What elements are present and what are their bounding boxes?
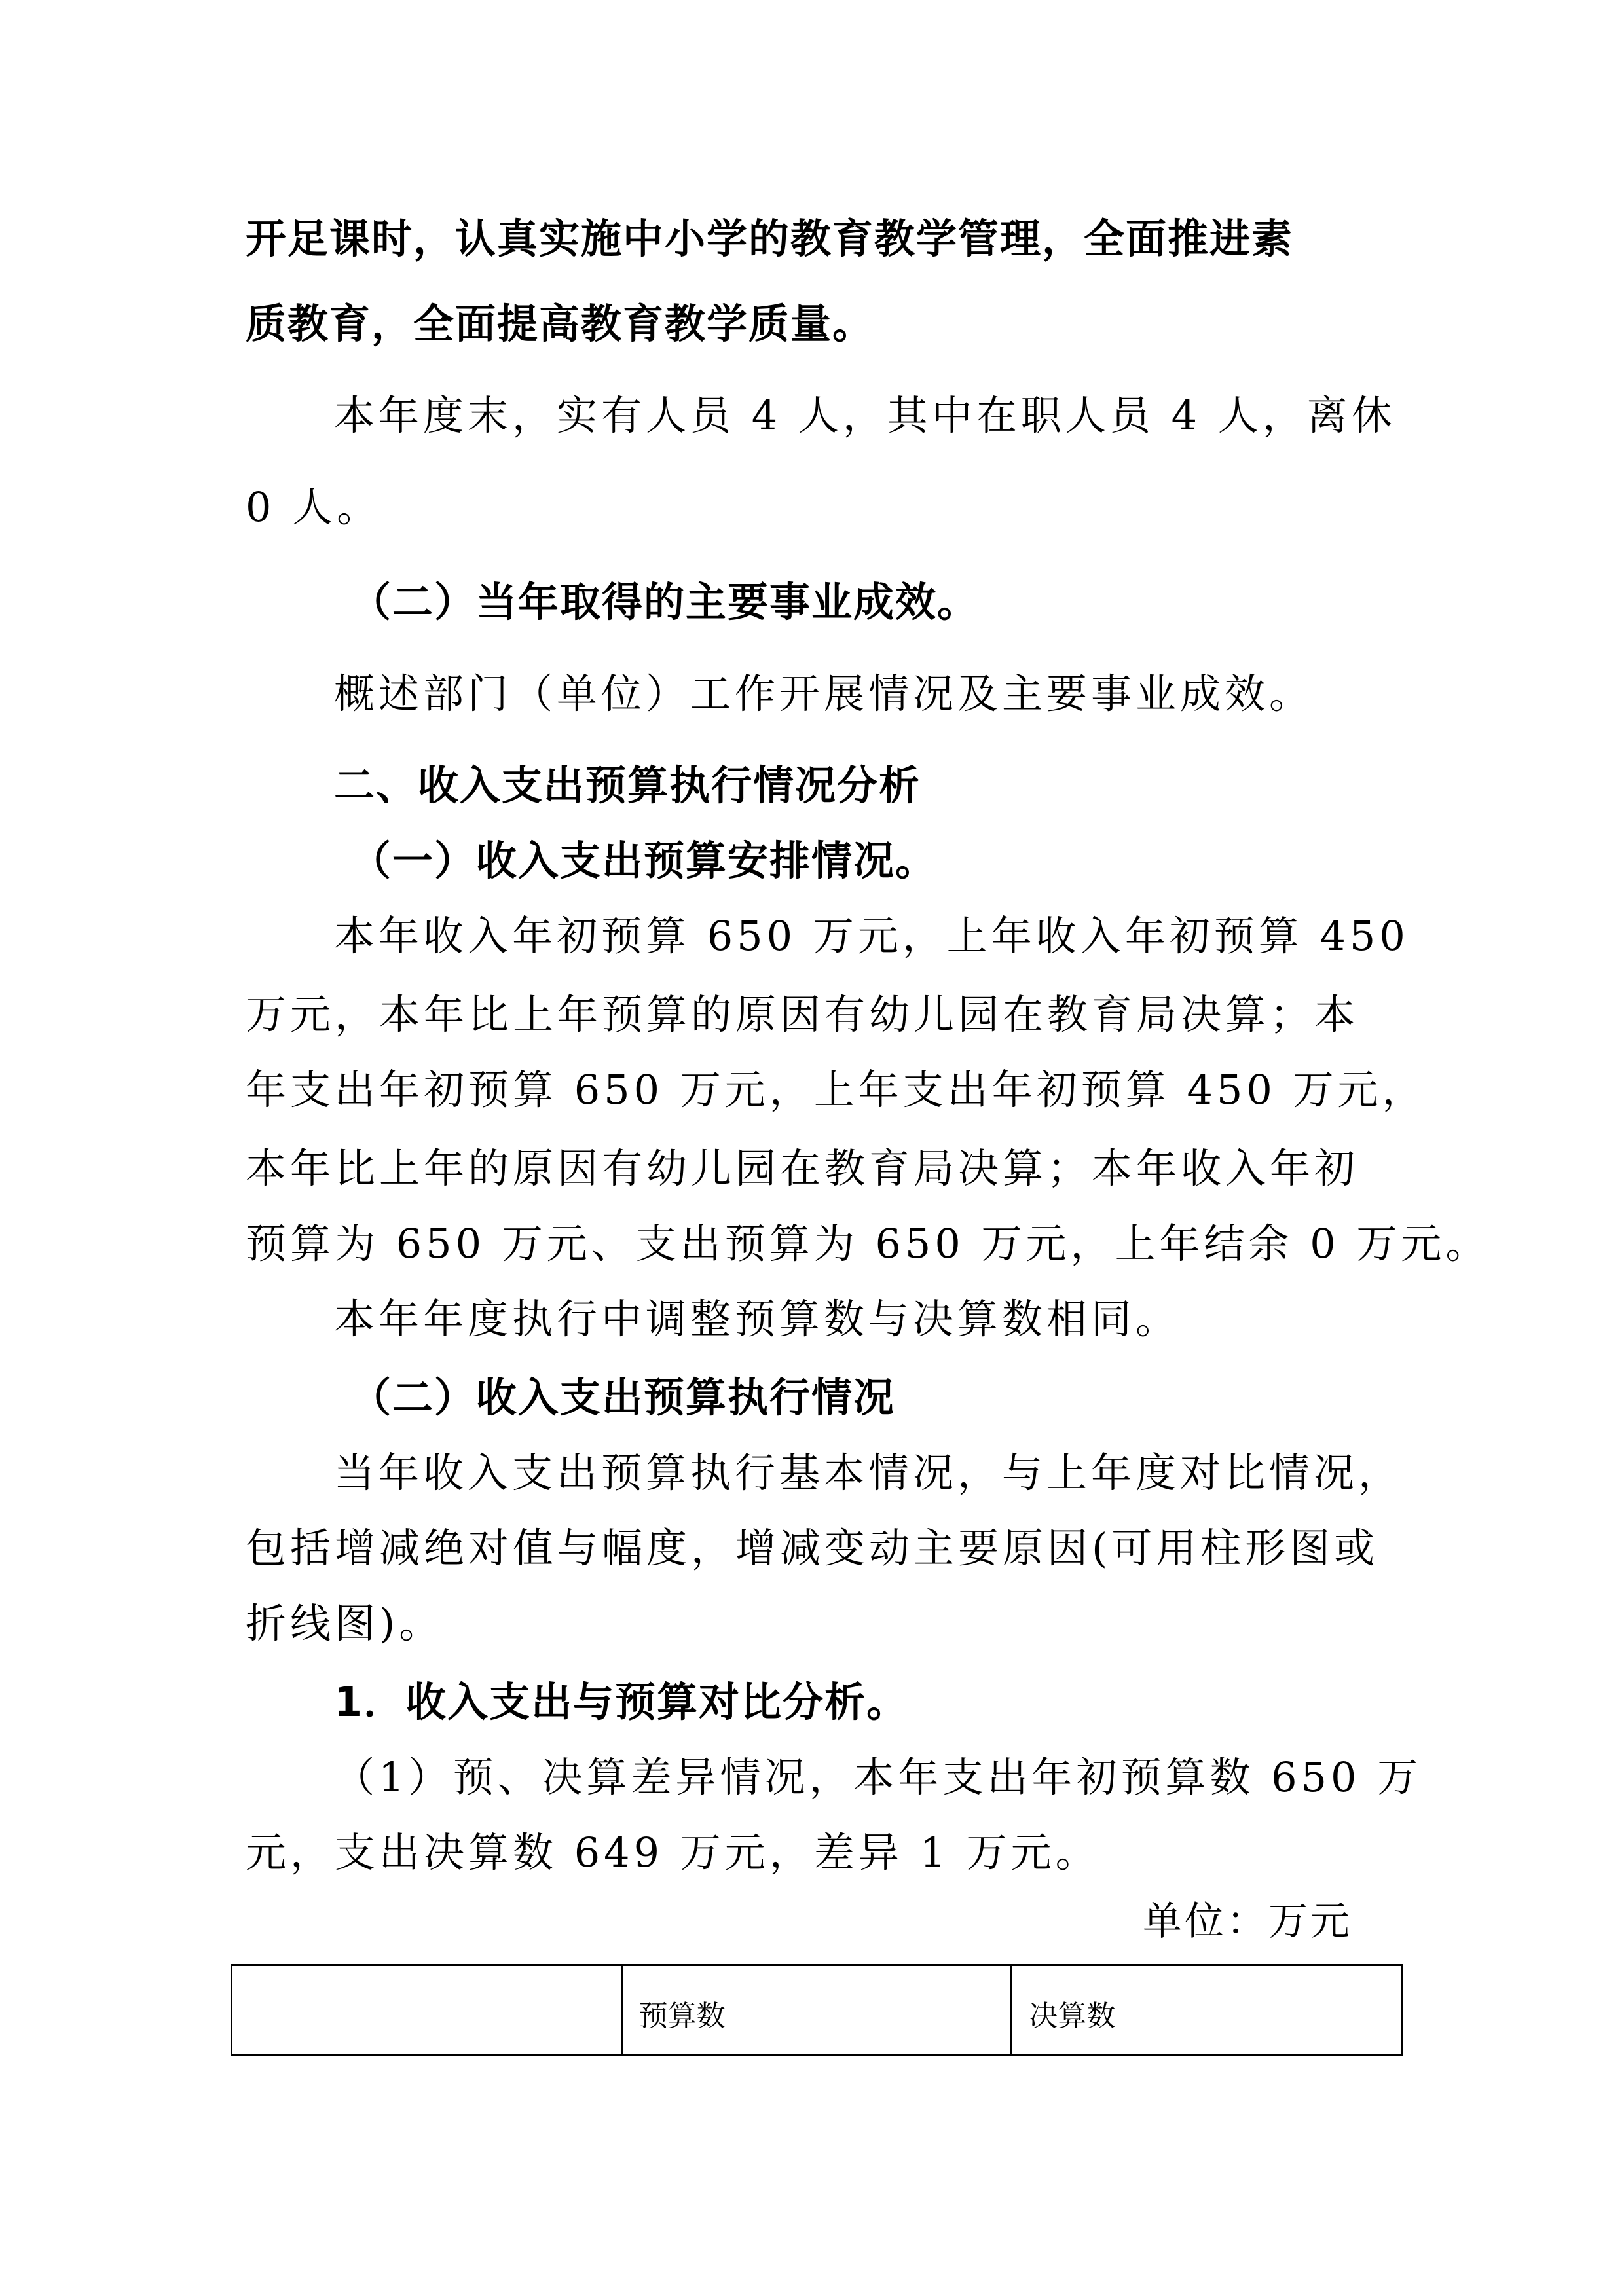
paragraph-line: 预算为 650 万元、支出预算为 650 万元，上年结余 0 万元。 [246, 1220, 1490, 1267]
paragraph-line: 开足课时，认真实施中小学的教育教学管理，全面推进素 [246, 215, 1294, 263]
paragraph-line: 本年度末，实有人员 4 人，其中在职人员 4 人，离休 [334, 392, 1396, 439]
section-heading: （一）收入支出预算安排情况。 [350, 837, 938, 884]
paragraph-line: 当年收入支出预算执行基本情况，与上年度对比情况， [334, 1449, 1403, 1497]
section-heading: （二）收入支出预算执行情况 [350, 1374, 896, 1421]
section-heading: 二、收入支出预算执行情况分析 [334, 761, 921, 809]
unit-label: 单位：万元 [1143, 1899, 1352, 1944]
paragraph-line: 本年比上年的原因有幼儿园在教育局决算；本年收入年初 [246, 1144, 1359, 1192]
paragraph-line: 概述部门（单位）工作开展情况及主要事业成效。 [334, 670, 1314, 718]
table-header-final: 决算数 [1012, 1965, 1402, 2055]
paragraph-line: 0 人。 [246, 483, 382, 531]
paragraph-line: 本年收入年初预算 650 万元，上年收入年初预算 450 [334, 912, 1409, 960]
paragraph-line: 万元，本年比上年预算的原因有幼儿园在教育局决算；本 [246, 991, 1359, 1038]
paragraph-line: （1）预、决算差异情况，本年支出年初预算数 650 万 [334, 1753, 1422, 1801]
table-row [232, 1965, 1402, 2055]
paragraph-line: 质教育，全面提高教育教学质量。 [246, 300, 875, 348]
paragraph-line: 年支出年初预算 650 万元，上年支出年初预算 450 万元， [246, 1066, 1427, 1114]
paragraph-line: 折线图)。 [246, 1599, 444, 1647]
section-heading: 1．收入支出与预算对比分析。 [334, 1678, 909, 1726]
paragraph-line: 元，支出决算数 649 万元，差异 1 万元。 [246, 1829, 1100, 1876]
budget-table [231, 1964, 1403, 2056]
table-header-budget: 预算数 [621, 1965, 1012, 2055]
table-cell-empty [232, 1965, 622, 2055]
section-heading: （二）当年取得的主要事业成效。 [350, 578, 980, 626]
paragraph-line: 包括增减绝对值与幅度，增减变动主要原因(可用柱形图或 [246, 1524, 1379, 1572]
paragraph-line: 本年年度执行中调整预算数与决算数相同。 [334, 1295, 1181, 1343]
